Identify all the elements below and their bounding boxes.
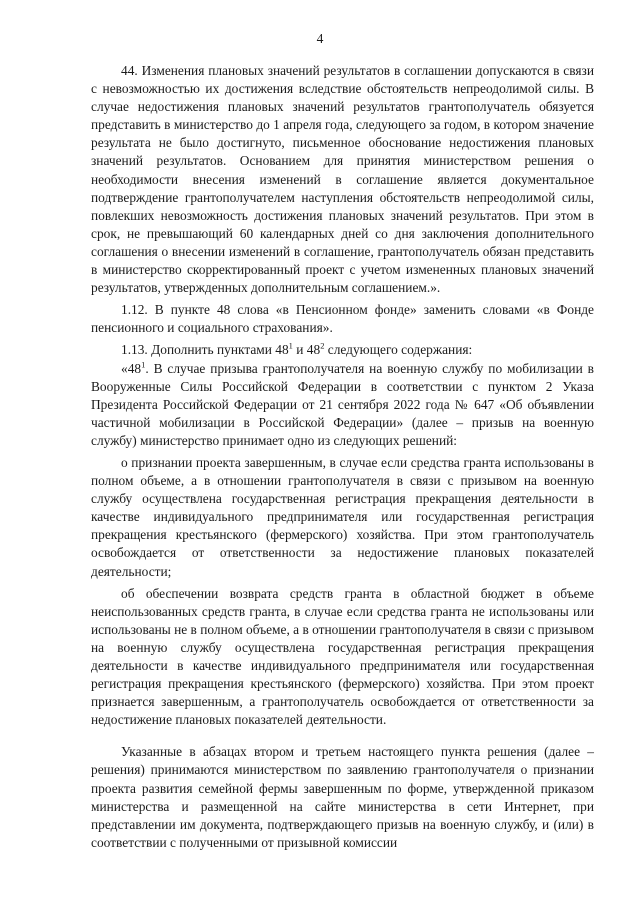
paragraph-1-13-sup-2: 2 <box>320 340 325 351</box>
paragraph-1-13-text-a: 1.13. Дополнить пунктами 48 <box>121 342 289 358</box>
document-body <box>91 62 594 852</box>
paragraph-48-1 <box>91 360 594 450</box>
paragraph-1-13-text-c: следующего содержания: <box>324 342 473 358</box>
paragraph-48-1-text-b: . В случае призыва грантополучателя на военную службу по мобилизации в Вооруженные Силы Российской Федерации в соответствии с пунктом 2 Указа Президента Российской Федерации от 21 сентября 2022 года № 647 «Об объявлении частичной мобилизации в Российской Федерации» (далее – призыв на военную службу) министерство принимает одно из следующих решений: <box>91 360 594 448</box>
paragraph-48-1-sup: 1 <box>141 359 146 370</box>
paragraph-1-13-sup-1: 1 <box>288 340 293 351</box>
paragraph-1-12: 1.12. В пункте 48 слова «в Пенсионном фонде» заменить словами «в Фонде пенсионного и социального страхования». <box>91 302 594 336</box>
paragraph-decisions: Указанные в абзацах втором и третьем настоящего пункта решения (далее – решения) принимаются министерством по заявлению грантополучателя о признании проекта развития семейной фермы завершенным по форме, утвержденной приказом министерства и размещенной на сайте министерства в сети Интернет, при представлении им документа, подтверждающего призыв на военную службу, и (или) в соответствии с полученными от призывной комиссии <box>91 744 594 850</box>
page-number: 4 <box>316 31 324 46</box>
paragraph-1-13-text-b: и 48 <box>292 342 321 358</box>
paragraph-return-funds: об обеспечении возврата средств гранта в областной бюджет в объеме неиспользованных средств гранта, в случае если средства гранта не использованы или использованы не в полном объеме, а в отношении грантополучателя в связи с призывом на военную службу осуществлена государственная регистрация прекращения деятельности в качестве индивидуального предпринимателя или государственная регистрация прекращения крестьянского (фермерского) хозяйства. При этом проект признается завершенным, а грантополучатель освобождается от ответственности за недостижение плановых показателей деятельности. <box>91 585 594 728</box>
paragraph-44: 44. Изменения плановых значений результатов в соглашении допускаются в связи с невозможностью их достижения вследствие обстоятельств непреодолимой силы. В случае недостижения плановых значений результатов грантополучатель обязуется представить в министерство до 1 апреля года, следующего за годом, в котором значение результата не было достигнуто, письменное обоснование недостижения плановых значений результатов. Основанием для принятия министерством решения о необходимости внесения изменений в соглашение является документальное подтверждение грантополучателем наступления обстоятельств непреодолимой силы, повлекших невозможность достижения плановых значений результатов. При этом в срок, не превышающий 60 календарных дней со дня заключения дополнительного соглашения о внесении изменений в соглашение, грантополучатель обязан представить в министерство скорректированный проект с учетом измененных плановых значений результатов, утвержденных дополнительным соглашением.». <box>91 63 594 296</box>
paragraph-48-1-text-a: «48 <box>121 360 142 376</box>
paragraph-1-13 <box>91 341 594 359</box>
paragraph-recognize-completed: о признании проекта завершенным, в случае если средства гранта использованы в полном объеме, а в отношении грантополучателя в связи с призывом на военную службу осуществлена государственная регистрация прекращения деятельности в качестве индивидуального предпринимателя или государственная регистрация прекращения крестьянского (фермерского) хозяйства. При этом грантополучатель освобождается от ответственности за недостижение плановых показателей деятельности; <box>91 454 594 579</box>
